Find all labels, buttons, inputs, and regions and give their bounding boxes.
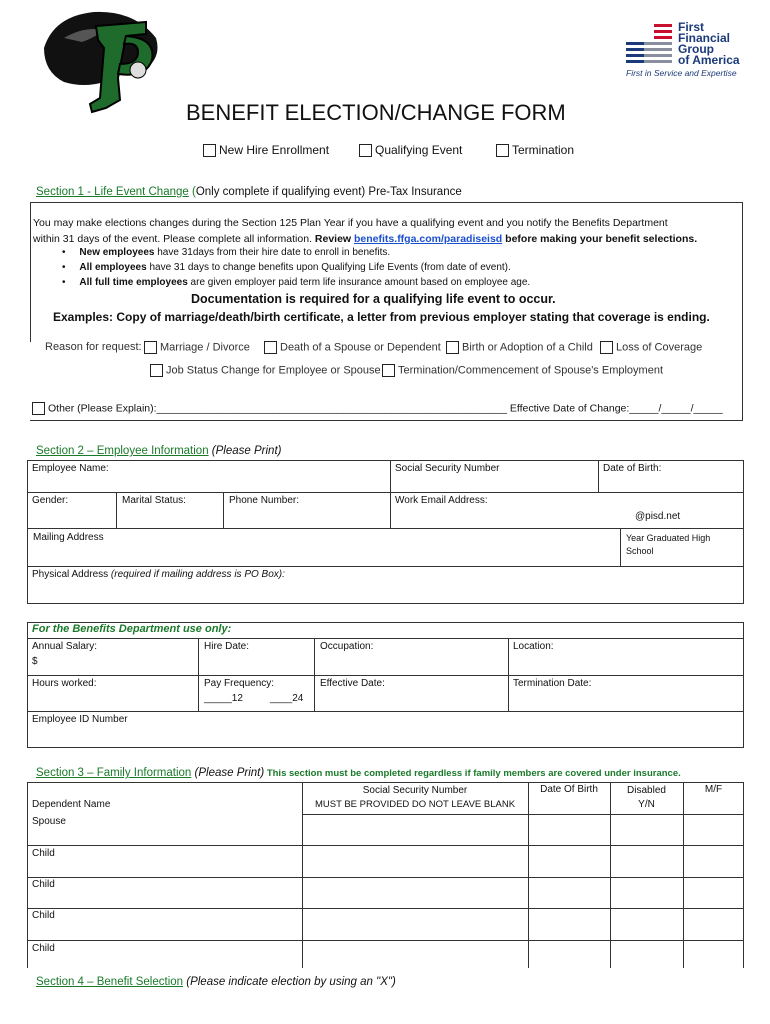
option-label: Marriage / Divorce [160, 341, 250, 354]
reason-other[interactable] [32, 402, 723, 415]
reason-marriage[interactable] [144, 341, 250, 354]
mailing-address-field[interactable]: Mailing Address [33, 532, 104, 543]
col-dob: Date Of Birth [540, 784, 598, 795]
reason-birth[interactable] [446, 341, 593, 354]
table-row[interactable]: Child [32, 879, 55, 890]
checkbox[interactable] [382, 364, 395, 377]
s1-bullet2: • All employees have 31 days to change benefits upon Qualifying Life Events (from date of event). [62, 262, 511, 273]
reason-spouse-employment[interactable] [382, 364, 663, 377]
logo-line1: First [678, 20, 705, 34]
ffga-logo [624, 22, 744, 80]
option-label: Termination [512, 143, 575, 157]
option-label: Qualifying Event [375, 143, 463, 157]
year-graduated-field[interactable]: Year Graduated High School [626, 533, 711, 556]
pay-frequency-24[interactable]: ____24 [270, 693, 304, 704]
work-email-field[interactable]: Work Email Address: [395, 495, 488, 506]
col-dependent-name: Dependent Name [32, 799, 111, 810]
reason-job-status[interactable] [150, 364, 381, 377]
checkbox[interactable] [32, 402, 45, 415]
termination-date-field[interactable]: Termination Date: [513, 678, 592, 689]
dollar-sign: $ [32, 656, 38, 667]
effective-date-change[interactable]: Effective Date of Change:_____/_____/_____ [506, 402, 723, 415]
occupation-field[interactable]: Occupation: [320, 641, 374, 652]
checkbox[interactable] [600, 341, 613, 354]
s1-bullet3: • All full time employees are given employer paid term life insurance amount based on employee age. [62, 277, 531, 288]
employee-name-field[interactable]: Employee Name: [32, 463, 109, 474]
panther-logo [34, 8, 166, 120]
option-label: Death of a Spouse or Dependent [280, 341, 441, 354]
s1-bullet1: • New employees have 31days from their hire date to enroll in benefits. [62, 247, 391, 258]
phone-field[interactable]: Phone Number: [229, 495, 300, 506]
benefits-dept-table [27, 622, 744, 748]
logo-line3: Group [678, 42, 714, 56]
form-title: BENEFIT ELECTION/CHANGE FORM [186, 100, 566, 125]
annual-salary-field[interactable]: Annual Salary: [32, 641, 98, 652]
documentation-required: Documentation is required for a qualifying life event to occur. [191, 292, 556, 306]
col-mf: M/F [704, 784, 723, 795]
logo-line2: Financial [678, 31, 731, 45]
checkbox[interactable] [150, 364, 163, 377]
reason-label: Reason for request: [45, 341, 142, 353]
checkbox[interactable] [203, 144, 216, 157]
option-label: Job Status Change for Employee or Spouse [166, 364, 381, 377]
benefits-dept-heading: For the Benefits Department use only: [32, 623, 232, 635]
option-label: Termination/Commencement of Spouse's Employment [398, 364, 663, 377]
s1-para1: You may make elections changes during the Section 125 Plan Year if you have a qualifying event and you notify the Benefits Department [33, 217, 668, 229]
section1-heading: Section 1 - Life Event Change (Only complete if qualifying event) Pre-Tax Insurance [36, 186, 462, 198]
s1-para2: within 31 days of the event. Please complete all information. Review benefits.ffga.com/paradiseisd before making your benefit selections. [33, 233, 698, 245]
col-ssn: Social Security Number MUST BE PROVIDED DO NOT LEAVE BLANK [314, 785, 516, 810]
option-label: Birth or Adoption of a Child [462, 341, 593, 354]
reason-death[interactable] [264, 341, 441, 354]
email-domain: @pisd.net [635, 511, 681, 522]
logo-tagline: First in Service and Expertise [626, 68, 737, 78]
logo-letter: P [92, 67, 94, 69]
physical-address-field[interactable]: Physical Address (required if mailing address is PO Box): [32, 569, 285, 580]
location-field[interactable]: Location: [513, 641, 554, 652]
option-termination[interactable] [496, 143, 574, 157]
option-label: New Hire Enrollment [219, 143, 330, 157]
hire-date-field[interactable]: Hire Date: [204, 641, 250, 652]
pay-frequency-12[interactable]: _____12 [204, 693, 243, 704]
logo-line4: of America [678, 53, 740, 67]
checkbox[interactable] [446, 341, 459, 354]
checkbox[interactable] [264, 341, 277, 354]
ssn-field[interactable]: Social Security Number [395, 463, 500, 474]
option-label: Loss of Coverage [616, 341, 703, 354]
employee-id-field[interactable]: Employee ID Number [32, 714, 128, 725]
option-label: Other (Please Explain):____________________________________________________________ [48, 402, 507, 415]
effective-date-field[interactable]: Effective Date: [320, 678, 385, 689]
hours-worked-field[interactable]: Hours worked: [32, 678, 97, 689]
table-row[interactable]: Child [32, 910, 55, 921]
section2-heading: Section 2 – Employee Information (Please Print) [36, 445, 282, 457]
table-row[interactable]: Spouse [32, 816, 66, 827]
option-new-hire[interactable] [203, 143, 329, 157]
checkbox[interactable] [496, 144, 509, 157]
col-disabled: Disabled Y/N [627, 785, 666, 810]
option-qualifying-event[interactable] [359, 143, 462, 157]
gender-field[interactable]: Gender: [32, 495, 69, 506]
benefits-link[interactable]: benefits.ffga.com/paradiseisd [354, 233, 503, 245]
table-row[interactable]: Child [32, 848, 55, 859]
marital-status-field[interactable]: Marital Status: [122, 495, 186, 506]
checkbox[interactable] [359, 144, 372, 157]
checkbox[interactable] [144, 341, 157, 354]
dob-field[interactable]: Date of Birth: [603, 463, 662, 474]
table-row[interactable]: Child [32, 943, 55, 954]
documentation-examples: Examples: Copy of marriage/death/birth certificate, a letter from previous employer stating that coverage is ending. [53, 310, 710, 324]
section4-heading: Section 4 – Benefit Selection (Please indicate election by using an "X") [36, 976, 396, 988]
section3-heading: Section 3 – Family Information (Please Print) This section must be completed regardless if family members are covered under insurance. [36, 767, 681, 779]
pay-frequency-label: Pay Frequency: [204, 678, 275, 689]
reason-loss-coverage[interactable] [600, 341, 702, 354]
